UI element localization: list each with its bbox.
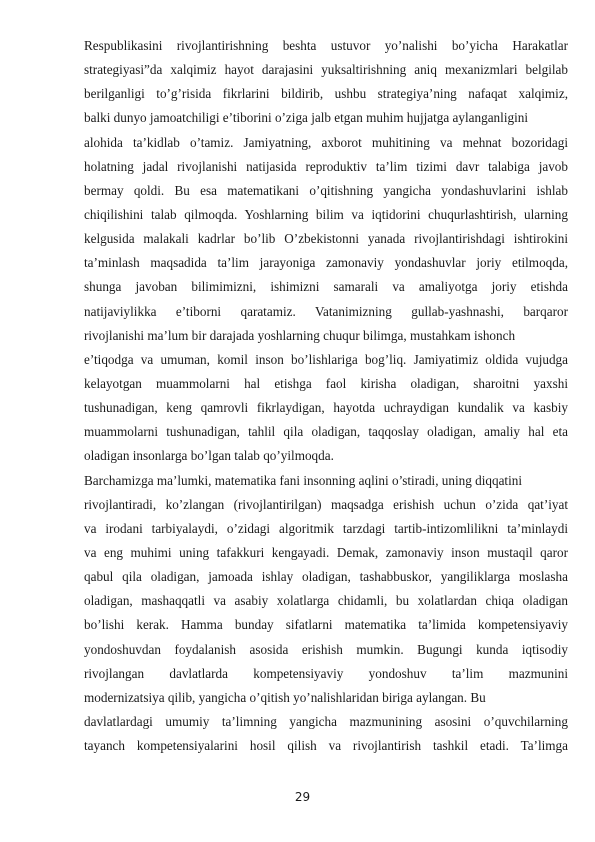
text-line: tushunadigan, keng qamrovli fikrlaydigan, hayotda uchraydigan kundalik va kasbiy bbox=[84, 400, 568, 416]
text-line: va eng muhimi uning tafakkuri kengayadi. Demak, zamonaviy inson mustaqil qaror bbox=[84, 544, 568, 560]
text-line: modernizatsiya qilib, yangicha o’qitish yo’nalishlaridan biriga aylangan. Bu bbox=[84, 689, 486, 705]
text-line: muammolarni tushunadigan, tahlil qila oladigan, taqqoslay oladigan, amaliy hal eta bbox=[84, 424, 568, 440]
text-line: kelgusida malakali kadrlar bo’lib O’zbekistonni yanada rivojlantirishdagi ishtirokini bbox=[84, 231, 568, 247]
document-body bbox=[84, 34, 568, 758]
text-line: davlatlardagi umumiy ta’limning yangicha mazmunining asosini o’quvchilarning bbox=[84, 713, 568, 729]
text-line: tayanch kompetensiyalarini hosil qilish va rivojlantirish tashkil etadi. Ta’limga bbox=[84, 738, 568, 754]
text-line: alohida ta’kidlab o’tamiz. Jamiyatning, axborot muhitining va mehnat bozoridagi bbox=[84, 134, 568, 150]
text-line: balki dunyo jamoatchiligi e’tiborini o’ziga jalb etgan muhim hujjatga aylanganligini bbox=[84, 110, 528, 126]
text-line: berilganligi to’g’risida fikrlarini bildirib, ushbu strategiya’ning nafaqat xalqimiz, bbox=[84, 86, 568, 102]
text-line: rivojlangan davlatlarda kompetensiyaviy yondoshuv ta’lim mazmunini bbox=[84, 665, 568, 681]
text-line: rivojlanishi ma’lum bir darajada yoshlarning chuqur bilimga, mustahkam ishonch bbox=[84, 327, 516, 343]
text-line: e’tiqodga va umuman, komil inson bo’lishlariga bog’liq. Jamiyatimiz oldida vujudga bbox=[84, 351, 568, 367]
text-line: holatning jadal rivojlanishi natijasida reproduktiv ta’lim tizimi davr talabiga javob bbox=[84, 158, 568, 174]
text-line: natijaviylikka e’tiborni qaratamiz. Vatanimizning gullab-yashnashi, barqaror bbox=[84, 303, 568, 319]
text-line: kelayotgan muammolarni hal etishga faol kirisha oladigan, sharoitni yaxshi bbox=[84, 375, 568, 391]
text-line: Respublikasini rivojlantirishning beshta ustuvor yo’nalishi bo’yicha Harakatlar bbox=[84, 38, 568, 53]
text-line: strategiyasi”da xalqimiz hayot darajasini yuksaltirishning aniq mexanizmlari belgilab bbox=[84, 62, 568, 78]
text-line: ta’minlash maqsadida ta’lim jarayoniga zamonaviy yondashuvlar joriy etilmoqda, bbox=[84, 255, 568, 271]
text-line: chiqilishini talab qilmoqda. Yoshlarning bilim va iqtidorini chuqurlashtirish, ularning bbox=[84, 206, 568, 222]
text-line: qabul qila oladigan, jamoada ishlay oladigan, tashabbuskor, yangiliklarga moslasha bbox=[84, 569, 568, 585]
text-line: oladigan, mashaqqatli va asabiy xolatlarga chidamli, bu xolatlardan chiqa oladigan bbox=[84, 593, 568, 609]
text-line: va irodani tarbiyalaydi, o’zidagi algoritmik tarzdagi tartib-intizomlilikni ta’minlaydi bbox=[84, 520, 568, 536]
text-line: shunga javoban bilimimizni, ishimizni samarali va amaliyotga joriy etishda bbox=[84, 279, 568, 295]
page-number: 29 bbox=[294, 790, 311, 804]
text-line: bermay qoldi. Bu esa matematikani o’qitishning yangicha yondashuvlarini ishlab bbox=[84, 182, 568, 198]
text-line: oladigan insonlarga bo’lgan talab qo’yilmoqda. bbox=[84, 448, 334, 464]
text-line: yondoshuvdan foydalanish asosida erishish mumkin. Bugungi kunda iqtisodiy bbox=[84, 641, 568, 657]
text-line: Barchamizga ma’lumki, matematika fani insonning aqlini o’stiradi, uning diqqatini bbox=[84, 472, 523, 488]
text-line: rivojlantiradi, ko’zlangan (rivojlantirilgan) maqsadga erishish uchun o’zida qat’iyat bbox=[84, 496, 568, 512]
text-line: bo’lishi kerak. Hamma bunday sifatlarni matematika ta’limida kompetensiyaviy bbox=[84, 617, 568, 633]
